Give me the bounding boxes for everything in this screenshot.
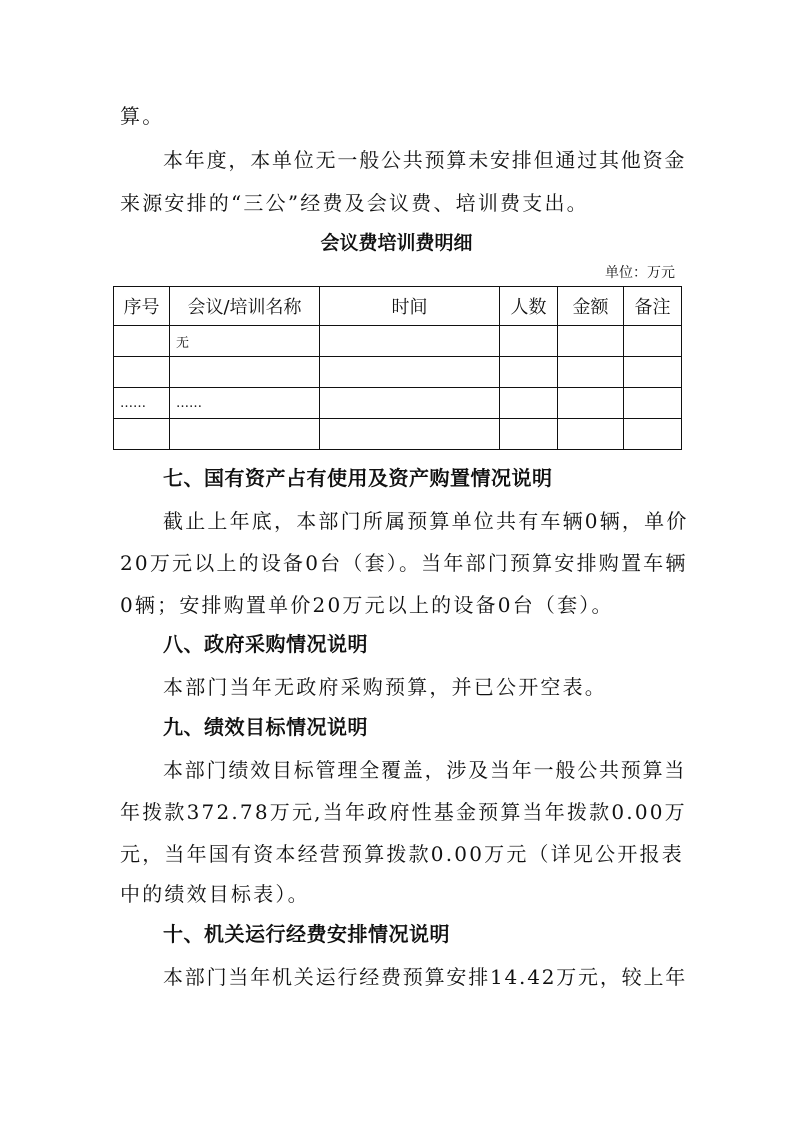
table-cell — [320, 326, 500, 357]
table-cell: 无 — [170, 326, 320, 357]
paragraph-line: 20万元以上的设备0台（套）。当年部门预算安排购置车辆 — [120, 551, 688, 575]
table-cell — [558, 357, 624, 388]
paragraph-line: 本年度，本单位无一般公共预算未安排但通过其他资金 — [163, 148, 687, 172]
table-cell: …… — [170, 388, 320, 419]
paragraph-line: 算。 — [120, 104, 165, 128]
header-cell-remark: 备注 — [624, 287, 682, 326]
paragraph-line: 0辆；安排购置单价20万元以上的设备0台（套）。 — [120, 593, 614, 617]
table-cell — [114, 357, 170, 388]
table-cell — [320, 419, 500, 450]
paragraph-line: 本部门绩效目标管理全覆盖，涉及当年一般公共预算当 — [163, 758, 687, 782]
table-header-row — [114, 287, 682, 326]
table-row — [114, 326, 682, 357]
table-cell: …… — [114, 388, 170, 419]
table-cell — [170, 357, 320, 388]
table-unit-label: 单位：万元 — [605, 265, 675, 281]
header-cell-index: 序号 — [114, 287, 170, 326]
meeting-training-table — [113, 286, 682, 450]
table-row — [114, 419, 682, 450]
table-cell — [624, 388, 682, 419]
table-cell — [114, 326, 170, 357]
table-row — [114, 388, 682, 419]
paragraph-line: 本部门当年无政府采购预算，并已公开空表。 — [163, 675, 607, 699]
section-heading-operating-costs: 十、机关运行经费安排情况说明 — [163, 922, 450, 946]
table-cell — [500, 357, 558, 388]
table-cell — [320, 357, 500, 388]
paragraph-line: 截止上年底，本部门所属预算单位共有车辆0辆，单价 — [163, 509, 689, 533]
table-cell — [624, 419, 682, 450]
section-heading-assets: 七、国有资产占有使用及资产购置情况说明 — [163, 466, 553, 490]
table-cell — [624, 357, 682, 388]
paragraph-line: 元，当年国有资本经营预算拨款0.00万元（详见公开报表 — [120, 842, 684, 866]
table-cell — [500, 326, 558, 357]
paragraph-line: 中的绩效目标表）。 — [120, 882, 310, 906]
header-cell-name: 会议/培训名称 — [170, 287, 320, 326]
header-cell-people: 人数 — [500, 287, 558, 326]
header-cell-time: 时间 — [320, 287, 500, 326]
paragraph-line: 年拨款372.78万元,当年政府性基金预算当年拨款0.00万 — [120, 800, 687, 824]
table-title: 会议费培训费明细 — [320, 232, 473, 254]
table-cell — [558, 326, 624, 357]
table-cell — [624, 326, 682, 357]
paragraph-line: 本部门当年机关运行经费预算安排14.42万元，较上年 — [163, 965, 688, 989]
table-row — [114, 357, 682, 388]
table-cell — [114, 419, 170, 450]
section-heading-procurement: 八、政府采购情况说明 — [163, 632, 368, 656]
table-cell — [500, 388, 558, 419]
table-cell — [320, 388, 500, 419]
table-cell — [558, 419, 624, 450]
table-cell — [500, 419, 558, 450]
paragraph-line: 来源安排的“三公”经费及会议费、培训费支出。 — [120, 191, 589, 215]
table-cell — [558, 388, 624, 419]
section-heading-performance: 九、绩效目标情况说明 — [163, 715, 368, 739]
header-cell-amount: 金额 — [558, 287, 624, 326]
table-cell — [170, 419, 320, 450]
